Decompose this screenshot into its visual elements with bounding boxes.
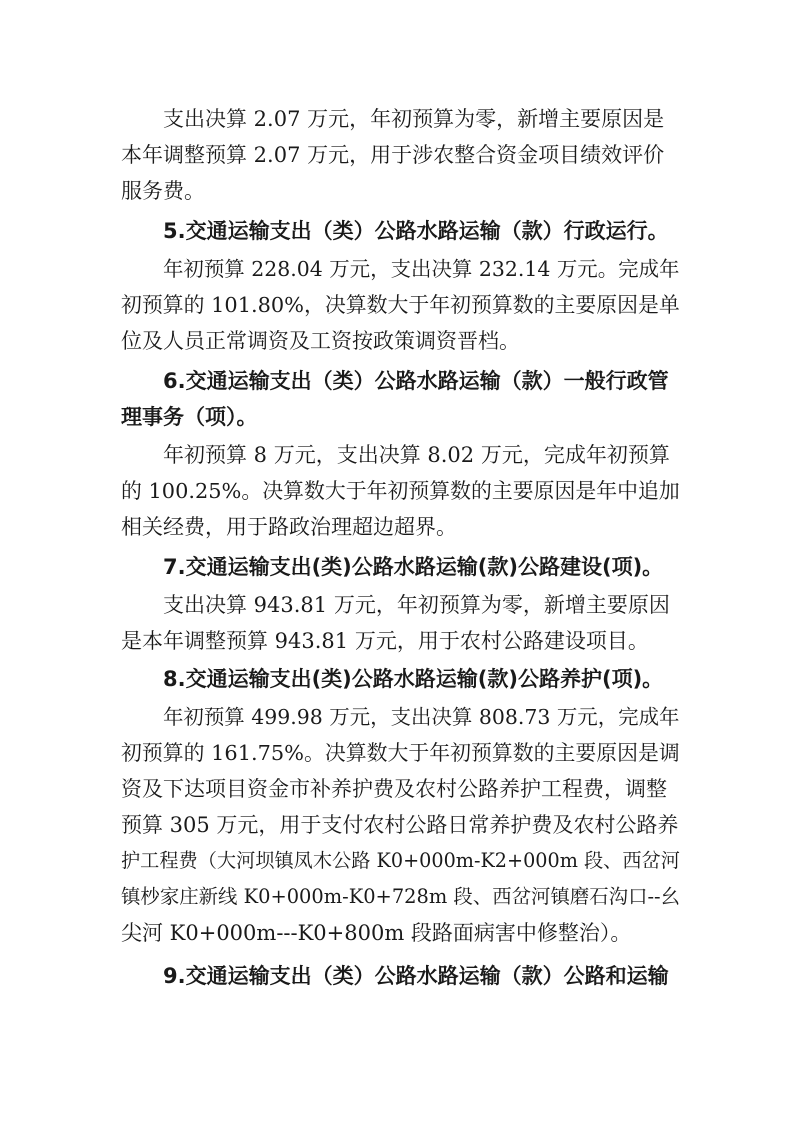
paragraph-line (0, 771, 792, 807)
paragraph-line (0, 623, 792, 659)
line-text: 资及下达项目资金市补养护费及农村公路养护工程费，调整 (121, 777, 667, 801)
heading-text: 理事务（项）。 (121, 405, 258, 429)
section-heading (0, 399, 792, 435)
section-heading (0, 661, 792, 697)
line-text: 支出决算 2.07 万元，年初预算为零，新增主要原因是 (163, 107, 665, 131)
heading-text: 7.交通运输支出(类)公路水路运输(款)公路建设(项)。 (163, 555, 664, 579)
line-text: 尖河 K0+000m---K0+800m 段路面病害中修整治）。 (121, 921, 632, 945)
paragraph-line (0, 437, 792, 473)
heading-text: 9.交通运输支出（类）公路水路运输（款）公路和运输 (163, 964, 669, 988)
paragraph-line (0, 287, 792, 323)
line-text: 年初预算 499.98 万元，支出决算 808.73 万元，完成年 (163, 705, 680, 729)
paragraph-line (0, 473, 792, 509)
line-text: 支出决算 943.81 万元，年初预算为零，新增主要原因 (163, 593, 670, 617)
paragraph-line (0, 735, 792, 771)
section-heading (0, 363, 792, 399)
line-text: 服务费。 (121, 179, 205, 203)
section-heading (0, 213, 792, 249)
paragraph-line (0, 879, 792, 915)
line-text: 预算 305 万元，用于支付农村公路日常养护费及农村公路养 (121, 813, 679, 837)
paragraph-line (0, 173, 792, 209)
paragraph-line (0, 915, 792, 951)
section-heading (0, 549, 792, 585)
line-text: 护工程费（大河坝镇凤木公路 K0+000m-K2+000m 段、西岔河 (121, 849, 680, 872)
line-text: 位及人员正常调资及工资按政策调资晋档。 (121, 329, 520, 353)
heading-text: 5.交通运输支出（类）公路水路运输（款）行政运行。 (163, 219, 669, 243)
line-text: 年初预算 8 万元，支出决算 8.02 万元，完成年初预算 (163, 443, 670, 467)
line-text: 是本年调整预算 943.81 万元，用于农村公路建设项目。 (121, 629, 649, 653)
paragraph-line (0, 587, 792, 623)
line-text: 年初预算 228.04 万元，支出决算 232.14 万元。完成年 (163, 257, 680, 281)
line-text: 相关经费，用于路政治理超边超界。 (121, 515, 457, 539)
line-text: 的 100.25%。决算数大于年初预算数的主要原因是年中追加 (121, 479, 680, 503)
paragraph-line (0, 699, 792, 735)
paragraph-line (0, 843, 792, 879)
heading-text: 8.交通运输支出(类)公路水路运输(款)公路养护(项)。 (163, 667, 664, 691)
paragraph-line (0, 509, 792, 545)
line-text: 本年调整预算 2.07 万元，用于涉农整合资金项目绩效评价 (121, 143, 665, 167)
paragraph-line (0, 323, 792, 359)
heading-text: 6.交通运输支出（类）公路水路运输（款）一般行政管 (163, 369, 669, 393)
paragraph-line (0, 807, 792, 843)
line-text: 初预算的 161.75%。决算数大于年初预算数的主要原因是调 (121, 741, 680, 765)
section-heading (0, 958, 792, 994)
line-text: 初预算的 101.80%，决算数大于年初预算数的主要原因是单 (121, 293, 680, 317)
paragraph-line (0, 101, 792, 137)
paragraph-line (0, 251, 792, 287)
line-text: 镇杪家庄新线 K0+000m-K0+728m 段、西岔河镇磨石沟口--幺 (121, 885, 681, 908)
paragraph-line (0, 137, 792, 173)
